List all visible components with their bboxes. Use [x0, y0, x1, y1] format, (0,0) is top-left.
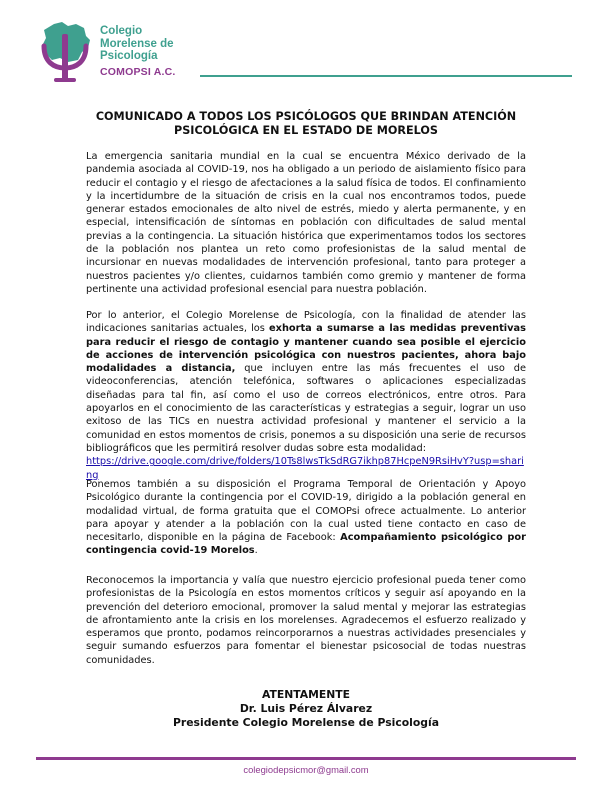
paragraph-2-text-b: que incluyen entre las más frecuentes el uso de videoconferencias, atención telefónica, softwares o aplicaciones especializadas diseñadas para tal fin, así como el uso de correos electrónicos, entre otros. Para apoyarlos en el conocimiento de las características y estrategias a seguir, lograr un uso exitoso de las TICs en nuestra actividad profesional y mantener el servicio a la comunidad en estos momentos de crisis, ponemos a su disposición una serie de recursos bibliográficos que les permitirá resolver dudas sobre esta modalidad: [86, 363, 527, 454]
facebook-page-name: Acompañamiento psicológico por contingencia covid-19 Morelos [86, 532, 526, 557]
paragraph-3-end: . [254, 545, 258, 557]
footer-email[interactable]: colegiodepsicmor@gmail.com [243, 764, 369, 775]
closing: ATENTAMENTE [261, 688, 351, 701]
psi-logo-icon [38, 22, 92, 84]
signer-name: Dr. Luis Pérez Álvarez [239, 702, 373, 715]
org-line-2: Morelense de [100, 37, 174, 50]
org-acronym: COMOPSI A.C. [100, 65, 176, 78]
organization-name [100, 25, 176, 78]
paragraph-3 [86, 478, 526, 558]
title-line-1: COMUNICADO A TODOS LOS PSICÓLOGOS QUE BRINDAN ATENCIÓN [95, 110, 517, 123]
paragraph-1: La emergencia sanitaria mundial en la cual se encuentra México derivado de la pandemia asociada al COVID-19, nos ha obligado a un periodo de aislamiento físico para reducir el contagio y el riesgo de afectaciones a la salud física de todos. El confinamiento y la incertidumbre de la situación de crisis en la cual nos encontramos todos, puede generar estados emocionales de alto nivel de estrés, miedo y alerta permanente, y en especial, intensificación de síntomas en población con dificultades de salud mental previas a la contingencia. La situación histórica que experimentamos todos los sectores de la población nos plantea un reto como profesionistas de la salud mental de incursionar en nuevas modalidades de intervención profesional, tanto para proteger a nuestros pacientes y/o clientes, cuidarnos también como gremio y mantener de forma pertinente una actividad profesional esencial para nuestra población. [86, 151, 526, 295]
paragraph-3-text: Ponemos también a su disposición el Programa Temporal de Orientación y Apoyo Psicológico durante la contingencia por el COVID-19, dirigido a la población general en modalidad virtual, de forma gratuita que el COMOPsi ofrece actualmente. Lo anterior para apoyar y atender a la población con la cual usted tiene contacto en caso de necesitarlo, disponible en la página de Facebook: [86, 479, 526, 544]
paragraph-2 [86, 309, 526, 482]
org-line-1: Colegio [100, 25, 143, 37]
footer-divider [36, 757, 576, 760]
paragraph-4: Reconocemos la importancia y valía que nuestro ejercicio profesional pueda tener como profesionistas de la Psicología en estos momentos críticos y seguir así apoyando en la prevención del deterioro emocional, promover la salud mental y mejorar las estrategias de afrontamiento ante la crisis en los morelenses. Agradecemos el esfuerzo realizado y esperamos que pronto, podamos reincorporarnos a nuestras actividades presenciales y seguir sumando esfuerzos para fomentar el bienestar psicosocial de todas nuestras comunidades. [86, 575, 526, 666]
document-title [60, 110, 552, 138]
paragraph-2-bold: exhorta a sumarse a las medidas preventivas para reducir el riesgo de contagio y mantener cuando sea posible el ejercicio de acciones de intervención psicológica con nuestros pacientes, ahora bajo modalidades a distancia, [86, 323, 526, 375]
resources-drive-link[interactable]: https://drive.google.com/drive/folders/10Ts8lwsTkSdRG7ikhp87HcpeN9RsiHvY?usp=sharing [86, 456, 524, 481]
signer-role: Presidente Colegio Morelense de Psicología [173, 716, 439, 729]
signature-block [130, 688, 482, 730]
paragraph-2-text-a: Por lo anterior, el Colegio Morelense de Psicología, con la finalidad de atender las indicaciones sanitarias actuales, los [86, 310, 526, 335]
title-line-2: PSICOLÓGICA EN EL ESTADO DE MORELOS [174, 124, 438, 137]
header-divider [200, 75, 572, 77]
org-line-3: Psicología [100, 50, 158, 62]
